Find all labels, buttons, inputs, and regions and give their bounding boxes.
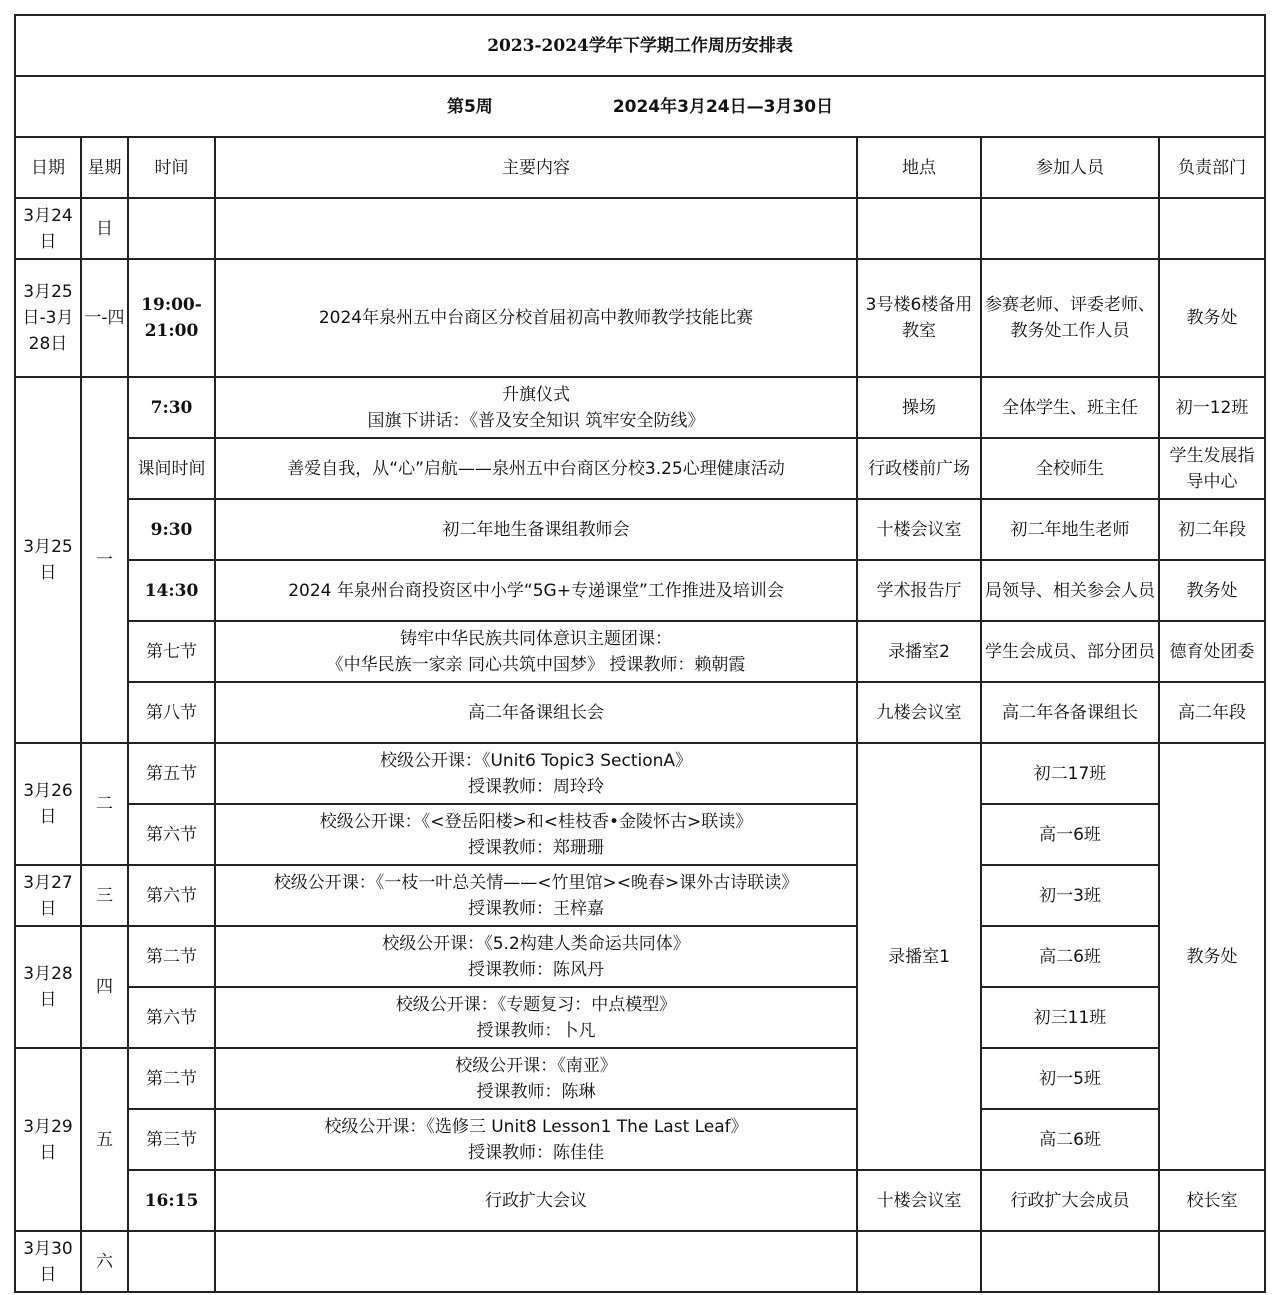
content-line: 升旗仪式 [502, 384, 570, 405]
place-cell [857, 198, 981, 259]
participants-cell: 初一5班 [981, 1048, 1159, 1109]
content-line: 高二年备课组长会 [468, 702, 604, 723]
table-row [15, 743, 1265, 804]
time-cell: 第二节 [128, 1048, 215, 1109]
participants-cell: 高二年各备课组长 [981, 682, 1159, 743]
place-cell [857, 1231, 981, 1292]
content-cell [215, 1048, 857, 1109]
table-row [15, 198, 1265, 259]
weekday-cell: 二 [81, 743, 128, 865]
content-line: 国旗下讲话：《普及安全知识 筑牢安全防线》 [367, 410, 705, 431]
page-title: 2023-2024学年下学期工作周历安排表 [15, 15, 1265, 76]
weekday-cell: 一-四 [81, 259, 128, 377]
content-line: 善爱自我，从“心”启航——泉州五中台商区分校3.25心理健康活动 [287, 458, 785, 479]
content-cell [215, 1109, 857, 1170]
participants-cell [981, 1231, 1159, 1292]
time-cell: 第二节 [128, 926, 215, 987]
dept-cell: 教务处 [1159, 560, 1265, 621]
place-cell: 操场 [857, 377, 981, 438]
table-row [15, 377, 1265, 438]
content-line: 校级公开课：《专题复习：中点模型》 [395, 994, 677, 1015]
place-cell: 行政楼前广场 [857, 438, 981, 499]
place-cell: 录播室2 [857, 621, 981, 682]
content-line: 2024 年泉州台商投资区中小学“5G+专递课堂”工作推进及培训会 [288, 580, 784, 601]
week-range: 2024年3月24日—3月30日 [612, 96, 834, 117]
content-cell [215, 621, 857, 682]
content-line: 授课教师：陈佳佳 [468, 1142, 604, 1163]
time-cell: 14:30 [128, 560, 215, 621]
content-line: 授课教师：周玲玲 [468, 776, 604, 797]
participants-cell: 初一3班 [981, 865, 1159, 926]
content-line: 行政扩大会议 [485, 1190, 587, 1211]
content-cell [215, 682, 857, 743]
participants-cell [981, 198, 1159, 259]
participants-cell: 高二6班 [981, 926, 1159, 987]
dept-cell: 初一12班 [1159, 377, 1265, 438]
date-cell: 3月30日 [15, 1231, 81, 1292]
time-cell: 第六节 [128, 804, 215, 865]
schedule-table [14, 14, 1266, 1293]
participants-cell: 高二6班 [981, 1109, 1159, 1170]
content-line: 授课教师：卜凡 [476, 1020, 596, 1041]
content-line: 《中华民族一家亲 同心共筑中国梦》 授课教师：赖朝霞 [326, 654, 746, 675]
week-label: 第5周 [446, 96, 493, 117]
content-line: 校级公开课：《5.2构建人类命运共同体》 [382, 933, 690, 954]
time-cell: 16:15 [128, 1170, 215, 1231]
week-info [15, 76, 1265, 137]
table-row [15, 621, 1265, 682]
table-row [15, 259, 1265, 377]
dept-cell [1159, 1231, 1265, 1292]
content-cell [215, 560, 857, 621]
date-cell: 3月27日 [15, 865, 81, 926]
time-cell: 7:30 [128, 377, 215, 438]
table-row [15, 499, 1265, 560]
table-row [15, 1109, 1265, 1170]
dept-cell: 校长室 [1159, 1170, 1265, 1231]
table-row [15, 865, 1265, 926]
time-cell: 第六节 [128, 865, 215, 926]
header-weekday: 星期 [81, 137, 128, 198]
participants-cell: 行政扩大会成员 [981, 1170, 1159, 1231]
content-line: 授课教师：郑珊珊 [468, 837, 604, 858]
weekday-cell: 日 [81, 198, 128, 259]
participants-cell: 全校师生 [981, 438, 1159, 499]
header-dept: 负责部门 [1159, 137, 1265, 198]
table-row [15, 1170, 1265, 1231]
dept-cell: 教务处 [1159, 259, 1265, 377]
participants-cell: 局领导、相关参会人员 [981, 560, 1159, 621]
content-cell [215, 865, 857, 926]
dept-cell-open-class: 教务处 [1159, 743, 1265, 1170]
header-date: 日期 [15, 137, 81, 198]
header-participants: 参加人员 [981, 137, 1159, 198]
table-row [15, 560, 1265, 621]
content-line: 校级公开课：《选修三 Unit8 Lesson1 The Last Leaf》 [324, 1116, 748, 1137]
time-cell: 9:30 [128, 499, 215, 560]
weekday-cell: 五 [81, 1048, 128, 1231]
dept-cell: 初二年段 [1159, 499, 1265, 560]
time-cell: 课间时间 [128, 438, 215, 499]
content-cell [215, 743, 857, 804]
date-cell: 3月26日 [15, 743, 81, 865]
header-content: 主要内容 [215, 137, 857, 198]
weekday-cell: 六 [81, 1231, 128, 1292]
date-cell: 3月29日 [15, 1048, 81, 1231]
content-cell [215, 1170, 857, 1231]
time-cell: 第三节 [128, 1109, 215, 1170]
participants-cell: 初三11班 [981, 987, 1159, 1048]
content-line: 授课教师：王梓嘉 [468, 898, 604, 919]
place-cell: 九楼会议室 [857, 682, 981, 743]
content-cell [215, 438, 857, 499]
table-row [15, 804, 1265, 865]
time-cell: 第六节 [128, 987, 215, 1048]
date-cell: 3月24日 [15, 198, 81, 259]
table-row [15, 438, 1265, 499]
place-cell: 十楼会议室 [857, 499, 981, 560]
dept-cell: 德育处团委 [1159, 621, 1265, 682]
time-cell [128, 198, 215, 259]
participants-cell: 学生会成员、部分团员 [981, 621, 1159, 682]
time-cell: 第七节 [128, 621, 215, 682]
content-cell [215, 804, 857, 865]
weekday-cell: 四 [81, 926, 128, 1048]
content-line: 授课教师：陈琳 [476, 1081, 596, 1102]
participants-cell: 初二年地生老师 [981, 499, 1159, 560]
content-line: 授课教师：陈风丹 [468, 959, 604, 980]
dept-cell: 高二年段 [1159, 682, 1265, 743]
time-cell [128, 1231, 215, 1292]
content-cell [215, 259, 857, 377]
time-cell: 第五节 [128, 743, 215, 804]
time-cell: 19:00-21:00 [128, 259, 215, 377]
date-cell: 3月25日-3月28日 [15, 259, 81, 377]
content-cell [215, 198, 857, 259]
date-cell: 3月25日 [15, 377, 81, 743]
date-cell: 3月28日 [15, 926, 81, 1048]
header-place: 地点 [857, 137, 981, 198]
participants-cell: 参赛老师、评委老师、教务处工作人员 [981, 259, 1159, 377]
table-row [15, 682, 1265, 743]
content-line: 初二年地生备课组教师会 [442, 519, 630, 540]
dept-cell [1159, 198, 1265, 259]
table-row [15, 1231, 1265, 1292]
content-cell [215, 377, 857, 438]
content-cell [215, 987, 857, 1048]
participants-cell: 全体学生、班主任 [981, 377, 1159, 438]
content-line: 校级公开课：《一枝一叶总关情——<竹里馆><晚春>课外古诗联读》 [273, 872, 799, 893]
dept-cell: 学生发展指导中心 [1159, 438, 1265, 499]
place-cell: 十楼会议室 [857, 1170, 981, 1231]
weekday-cell: 一 [81, 377, 128, 743]
table-row [15, 926, 1265, 987]
content-cell [215, 499, 857, 560]
place-cell: 学术报告厅 [857, 560, 981, 621]
content-cell [215, 1231, 857, 1292]
weekday-cell: 三 [81, 865, 128, 926]
content-line: 2024年泉州五中台商区分校首届初高中教师教学技能比赛 [318, 308, 754, 328]
content-cell [215, 926, 857, 987]
table-row [15, 987, 1265, 1048]
content-line: 铸牢中华民族共同体意识主题团课： [400, 628, 672, 649]
time-cell: 第八节 [128, 682, 215, 743]
place-cell: 3号楼6楼备用教室 [857, 259, 981, 377]
content-line: 校级公开课：《Unit6 Topic3 SectionA》 [379, 750, 693, 771]
place-cell-open-class: 录播室1 [857, 743, 981, 1170]
content-line: 校级公开课：《南亚》 [455, 1055, 617, 1076]
participants-cell: 初二17班 [981, 743, 1159, 804]
participants-cell: 高一6班 [981, 804, 1159, 865]
table-row [15, 1048, 1265, 1109]
content-line: 校级公开课：《<登岳阳楼>和<桂枝香•金陵怀古>联读》 [319, 811, 753, 832]
header-time: 时间 [128, 137, 215, 198]
